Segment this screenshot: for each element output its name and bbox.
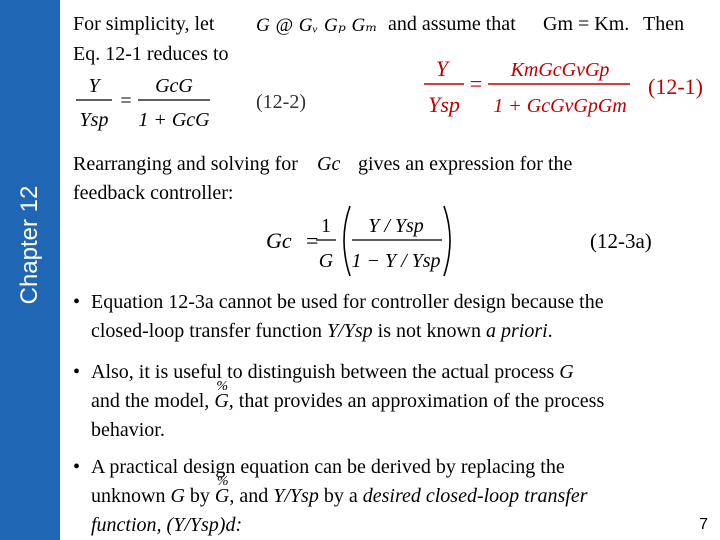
bullet-1-text: closed-loop transfer function bbox=[91, 320, 323, 342]
equation-12-2 bbox=[68, 70, 328, 136]
let-expression: G @ Gᵥ Gₚ Gₘ bbox=[256, 15, 378, 36]
page-number: 7 bbox=[699, 516, 708, 533]
intro-line1-prefix: For simplicity, let bbox=[73, 13, 215, 35]
eq-12-3a-lhs: Gc bbox=[266, 228, 292, 253]
bullet-1-end: . bbox=[547, 320, 553, 342]
tilde-mark: % bbox=[216, 379, 228, 394]
chapter-label: Chapter 12 bbox=[16, 185, 43, 305]
bullet-1-line1: Equation 12-3a cannot be used for controller design because the bbox=[91, 291, 604, 313]
bullet-2-line1 bbox=[91, 358, 574, 386]
model-var-letter: G bbox=[214, 485, 230, 507]
assumption: Gm = Km. bbox=[543, 13, 630, 35]
chapter-sidebar bbox=[0, 0, 60, 540]
bullet-2-line2 bbox=[91, 379, 605, 415]
tilde-mark: % bbox=[216, 474, 229, 489]
bullet-1-text-mid: is not known bbox=[377, 320, 481, 342]
bullet-3-var3: Y/Ysp bbox=[273, 485, 319, 507]
bullet-2-suffix: , that provides an approximation of the process bbox=[228, 390, 605, 412]
bullet-3-by2: by a bbox=[323, 485, 358, 507]
eq-12-1-rhs-den: 1 + GcGvGpGm bbox=[493, 95, 627, 117]
bullet-3-text: unknown bbox=[91, 485, 166, 507]
bullet-3-emph: desired closed-loop transfer bbox=[362, 485, 588, 507]
intro-line1-suffix: and assume that bbox=[388, 13, 516, 35]
eq-12-2-rhs-num: GcG bbox=[155, 75, 193, 97]
equation-12-1 bbox=[420, 52, 720, 122]
bullet-3-by: by bbox=[189, 485, 210, 507]
eq-12-2-lhs-num: Y bbox=[88, 75, 100, 97]
bullet-3-line1: A practical design equation can be derived by replacing the bbox=[91, 456, 565, 478]
right-paren bbox=[444, 206, 450, 276]
eq-12-3a-inner-den: 1 − Y / Ysp bbox=[351, 250, 441, 272]
bullet-marker: • bbox=[73, 361, 81, 383]
bullet-1-var: Y/Ysp bbox=[327, 320, 373, 342]
intro-then: Then bbox=[643, 13, 685, 35]
bullet-3-line3: function, (Y/Ysp)d: bbox=[91, 514, 243, 536]
rearrange-line1-prefix: Rearranging and solving for bbox=[73, 153, 298, 175]
eq-12-2-rhs-den: 1 + GcG bbox=[138, 109, 210, 131]
rearrange-var: Gc bbox=[317, 153, 341, 175]
bullet-marker: • bbox=[73, 456, 81, 478]
bullet-2-text: Also, it is useful to distinguish between the actual process bbox=[91, 361, 555, 383]
bullet-2-line3: behavior. bbox=[91, 419, 165, 441]
eq-12-1-lhs-num: Y bbox=[435, 56, 449, 81]
eq-12-1-rhs-num: KmGcGvGp bbox=[510, 59, 610, 81]
eq-12-1-equals: = bbox=[469, 71, 483, 96]
equation-12-3a bbox=[262, 200, 682, 282]
bullet-3-var1: G bbox=[170, 485, 185, 507]
eq-12-2-equals: = bbox=[120, 90, 132, 112]
eq-12-1-lhs-den: Ysp bbox=[428, 92, 460, 117]
left-paren bbox=[344, 206, 350, 276]
eq-12-3a-equals: = bbox=[306, 228, 319, 253]
model-var bbox=[214, 474, 230, 507]
bullet-1-emph: a priori bbox=[485, 320, 548, 342]
bullet-3-line2 bbox=[91, 474, 588, 510]
bullet-marker: • bbox=[73, 291, 81, 313]
eq-12-2-lhs-den: Ysp bbox=[79, 109, 109, 131]
model-var-letter: G bbox=[214, 390, 229, 412]
intro-line2: Eq. 12-1 reduces to bbox=[73, 43, 229, 65]
bullet-3-and: , and bbox=[229, 485, 269, 507]
bullet-2-text2: and the model, bbox=[91, 390, 210, 412]
bullet-2-var: G bbox=[559, 361, 574, 383]
eq-12-3a-inner-num: Y / Ysp bbox=[368, 215, 424, 237]
rearrange-line1-suffix: gives an expression for the bbox=[358, 153, 573, 175]
eq-12-3a-frac-num: 1 bbox=[321, 215, 331, 237]
eq-12-3a-label: (12-3a) bbox=[590, 229, 652, 253]
model-var bbox=[214, 379, 229, 412]
eq-12-1-label: (12-1) bbox=[648, 74, 703, 99]
eq-12-3a-frac-den: G bbox=[318, 250, 334, 272]
eq-12-2-label: (12-2) bbox=[256, 91, 306, 113]
bullet-1-line2 bbox=[91, 317, 553, 345]
rearrange-line2: feedback controller: bbox=[73, 182, 234, 204]
